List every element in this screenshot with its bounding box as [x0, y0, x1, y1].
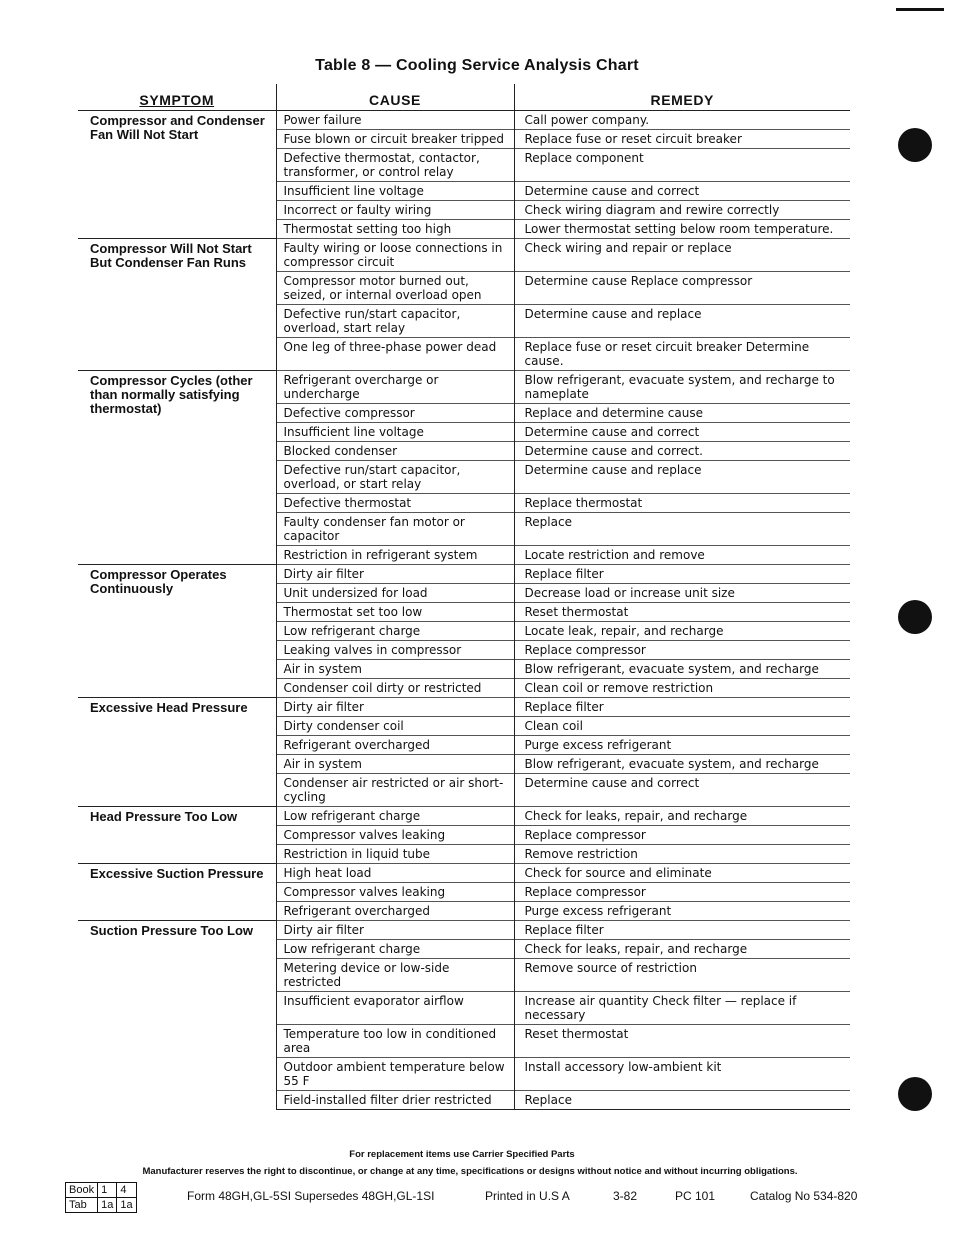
remedy-cell: Locate restriction and remove [514, 546, 850, 565]
cause-cell: Defective run/start capacitor, overload, start relay [276, 305, 514, 338]
cause-cell: Air in system [276, 660, 514, 679]
binder-hole-middle [898, 600, 932, 634]
remedy-cell: Lower thermostat setting below room temperature. [514, 220, 850, 239]
service-analysis-table [78, 84, 850, 1110]
table-row [78, 239, 850, 272]
pc-code: PC 101 [675, 1189, 716, 1203]
cause-cell: Fuse blown or circuit breaker tripped [276, 130, 514, 149]
remedy-cell: Increase air quantity Check filter — replace if necessary [514, 992, 850, 1025]
book-number-2: 4 [117, 1183, 136, 1198]
cause-cell: Leaking valves in compressor [276, 641, 514, 660]
remedy-cell: Check for leaks, repair, and recharge [514, 940, 850, 959]
catalog-number: Catalog No 534-820 [750, 1189, 858, 1203]
cause-cell: Insufficient line voltage [276, 182, 514, 201]
cause-cell: Condenser air restricted or air short-cycling [276, 774, 514, 807]
cause-cell: Thermostat set too low [276, 603, 514, 622]
table-row [78, 111, 850, 130]
cause-cell: Dirty air filter [276, 565, 514, 584]
book-number-1: 1 [98, 1183, 117, 1198]
symptom-cell: Excessive Suction Pressure [78, 864, 276, 921]
footer [187, 1189, 877, 1205]
symptom-column-header: SYMPTOM [78, 84, 276, 111]
remedy-cell: Purge excess refrigerant [514, 902, 850, 921]
remedy-cell: Blow refrigerant, evacuate system, and recharge to nameplate [514, 371, 850, 404]
symptom-cell: Compressor Operates Continuously [78, 565, 276, 698]
remedy-cell: Replace [514, 513, 850, 546]
cause-cell: Compressor valves leaking [276, 826, 514, 845]
remedy-cell: Blow refrigerant, evacuate system, and recharge [514, 660, 850, 679]
cause-cell: Low refrigerant charge [276, 807, 514, 826]
cause-cell: Low refrigerant charge [276, 622, 514, 641]
remedy-cell: Determine cause and correct. [514, 442, 850, 461]
remedy-cell: Remove restriction [514, 845, 850, 864]
remedy-cell: Replace compressor [514, 641, 850, 660]
remedy-cell: Reset thermostat [514, 603, 850, 622]
corner-rule [896, 8, 944, 11]
remedy-cell: Purge excess refrigerant [514, 736, 850, 755]
cause-cell: Faulty condenser fan motor or capacitor [276, 513, 514, 546]
remedy-cell: Install accessory low-ambient kit [514, 1058, 850, 1091]
cause-cell: Refrigerant overcharge or undercharge [276, 371, 514, 404]
remedy-cell: Determine cause and correct [514, 774, 850, 807]
remedy-cell: Remove source of restriction [514, 959, 850, 992]
print-date: 3-82 [613, 1189, 638, 1203]
cause-cell: Metering device or low-side restricted [276, 959, 514, 992]
cause-cell: Dirty air filter [276, 921, 514, 940]
remedy-cell: Replace filter [514, 698, 850, 717]
table-body [78, 111, 850, 1110]
symptom-cell: Compressor Cycles (other than normally satisfying thermostat) [78, 371, 276, 565]
remedy-cell: Replace and determine cause [514, 404, 850, 423]
remedy-cell: Replace fuse or reset circuit breaker Determine cause. [514, 338, 850, 371]
replacement-parts-note: For replacement items use Carrier Specified Parts [349, 1149, 575, 1160]
remedy-cell: Determine cause and replace [514, 305, 850, 338]
remedy-cell: Replace [514, 1091, 850, 1110]
symptom-cell: Compressor Will Not Start But Condenser Fan Runs [78, 239, 276, 371]
printed-in: Printed in U.S A [485, 1189, 570, 1203]
remedy-cell: Check for source and eliminate [514, 864, 850, 883]
remedy-cell: Blow refrigerant, evacuate system, and recharge [514, 755, 850, 774]
remedy-cell: Clean coil [514, 717, 850, 736]
cause-cell: Restriction in liquid tube [276, 845, 514, 864]
remedy-cell: Replace filter [514, 565, 850, 584]
remedy-cell: Determine cause and correct [514, 423, 850, 442]
remedy-column-header: REMEDY [514, 84, 850, 111]
cause-cell: Temperature too low in conditioned area [276, 1025, 514, 1058]
remedy-cell: Determine cause and correct [514, 182, 850, 201]
symptom-cell: Excessive Head Pressure [78, 698, 276, 807]
remedy-cell: Clean coil or remove restriction [514, 679, 850, 698]
cause-cell: Insufficient evaporator airflow [276, 992, 514, 1025]
cause-cell: Blocked condenser [276, 442, 514, 461]
remedy-cell: Replace component [514, 149, 850, 182]
cause-cell: Low refrigerant charge [276, 940, 514, 959]
table-row [78, 864, 850, 883]
book-label: Book [66, 1183, 98, 1198]
cause-cell: Defective thermostat, contactor, transformer, or control relay [276, 149, 514, 182]
cause-cell: Compressor valves leaking [276, 883, 514, 902]
cause-cell: Condenser coil dirty or restricted [276, 679, 514, 698]
remedy-cell: Check wiring diagram and rewire correctly [514, 201, 850, 220]
cause-cell: Refrigerant overcharged [276, 902, 514, 921]
cause-cell: Insufficient line voltage [276, 423, 514, 442]
cause-cell: Restriction in refrigerant system [276, 546, 514, 565]
cause-cell: Unit undersized for load [276, 584, 514, 603]
cause-cell: Defective compressor [276, 404, 514, 423]
book-tab-index [65, 1182, 137, 1213]
form-number: Form 48GH,GL-5SI Supersedes 48GH,GL-1SI [187, 1189, 435, 1203]
disclaimer-note: Manufacturer reserves the right to discontinue, or change at any time, specifications or designs without notice and without incurring obligations. [142, 1166, 798, 1177]
binder-hole-top [898, 128, 932, 162]
remedy-cell: Replace fuse or reset circuit breaker [514, 130, 850, 149]
cause-cell: Dirty condenser coil [276, 717, 514, 736]
remedy-cell: Check wiring and repair or replace [514, 239, 850, 272]
symptom-cell: Head Pressure Too Low [78, 807, 276, 864]
remedy-cell: Call power company. [514, 111, 850, 130]
cause-cell: High heat load [276, 864, 514, 883]
remedy-cell: Locate leak, repair, and recharge [514, 622, 850, 641]
remedy-cell: Replace filter [514, 921, 850, 940]
cause-cell: Air in system [276, 755, 514, 774]
remedy-cell: Check for leaks, repair, and recharge [514, 807, 850, 826]
symptom-cell: Compressor and Condenser Fan Will Not Start [78, 111, 276, 239]
cause-column-header: CAUSE [276, 84, 514, 111]
remedy-cell: Reset thermostat [514, 1025, 850, 1058]
table-row [78, 371, 850, 404]
tab-number-1: 1a [98, 1198, 117, 1213]
tab-number-2: 1a [117, 1198, 136, 1213]
binder-hole-bottom [898, 1077, 932, 1111]
remedy-cell: Replace compressor [514, 826, 850, 845]
table-row [78, 698, 850, 717]
remedy-cell: Decrease load or increase unit size [514, 584, 850, 603]
remedy-cell: Determine cause Replace compressor [514, 272, 850, 305]
table-row [78, 565, 850, 584]
cause-cell: Thermostat setting too high [276, 220, 514, 239]
cause-cell: Incorrect or faulty wiring [276, 201, 514, 220]
cause-cell: Defective thermostat [276, 494, 514, 513]
tab-label: Tab [66, 1198, 98, 1213]
cause-cell: Outdoor ambient temperature below 55 F [276, 1058, 514, 1091]
cause-cell: Faulty wiring or loose connections in compressor circuit [276, 239, 514, 272]
cause-cell: Power failure [276, 111, 514, 130]
cause-cell: Field-installed filter drier restricted [276, 1091, 514, 1110]
table-row [78, 807, 850, 826]
cause-cell: Refrigerant overcharged [276, 736, 514, 755]
remedy-cell: Replace compressor [514, 883, 850, 902]
symptom-cell: Suction Pressure Too Low [78, 921, 276, 1110]
cause-cell: One leg of three-phase power dead [276, 338, 514, 371]
cause-cell: Compressor motor burned out, seized, or internal overload open [276, 272, 514, 305]
table-row [78, 921, 850, 940]
cause-cell: Defective run/start capacitor, overload, or start relay [276, 461, 514, 494]
table-header-row [78, 84, 850, 111]
cause-cell: Dirty air filter [276, 698, 514, 717]
page-title: Table 8 — Cooling Service Analysis Chart [315, 57, 639, 74]
remedy-cell: Replace thermostat [514, 494, 850, 513]
remedy-cell: Determine cause and replace [514, 461, 850, 494]
